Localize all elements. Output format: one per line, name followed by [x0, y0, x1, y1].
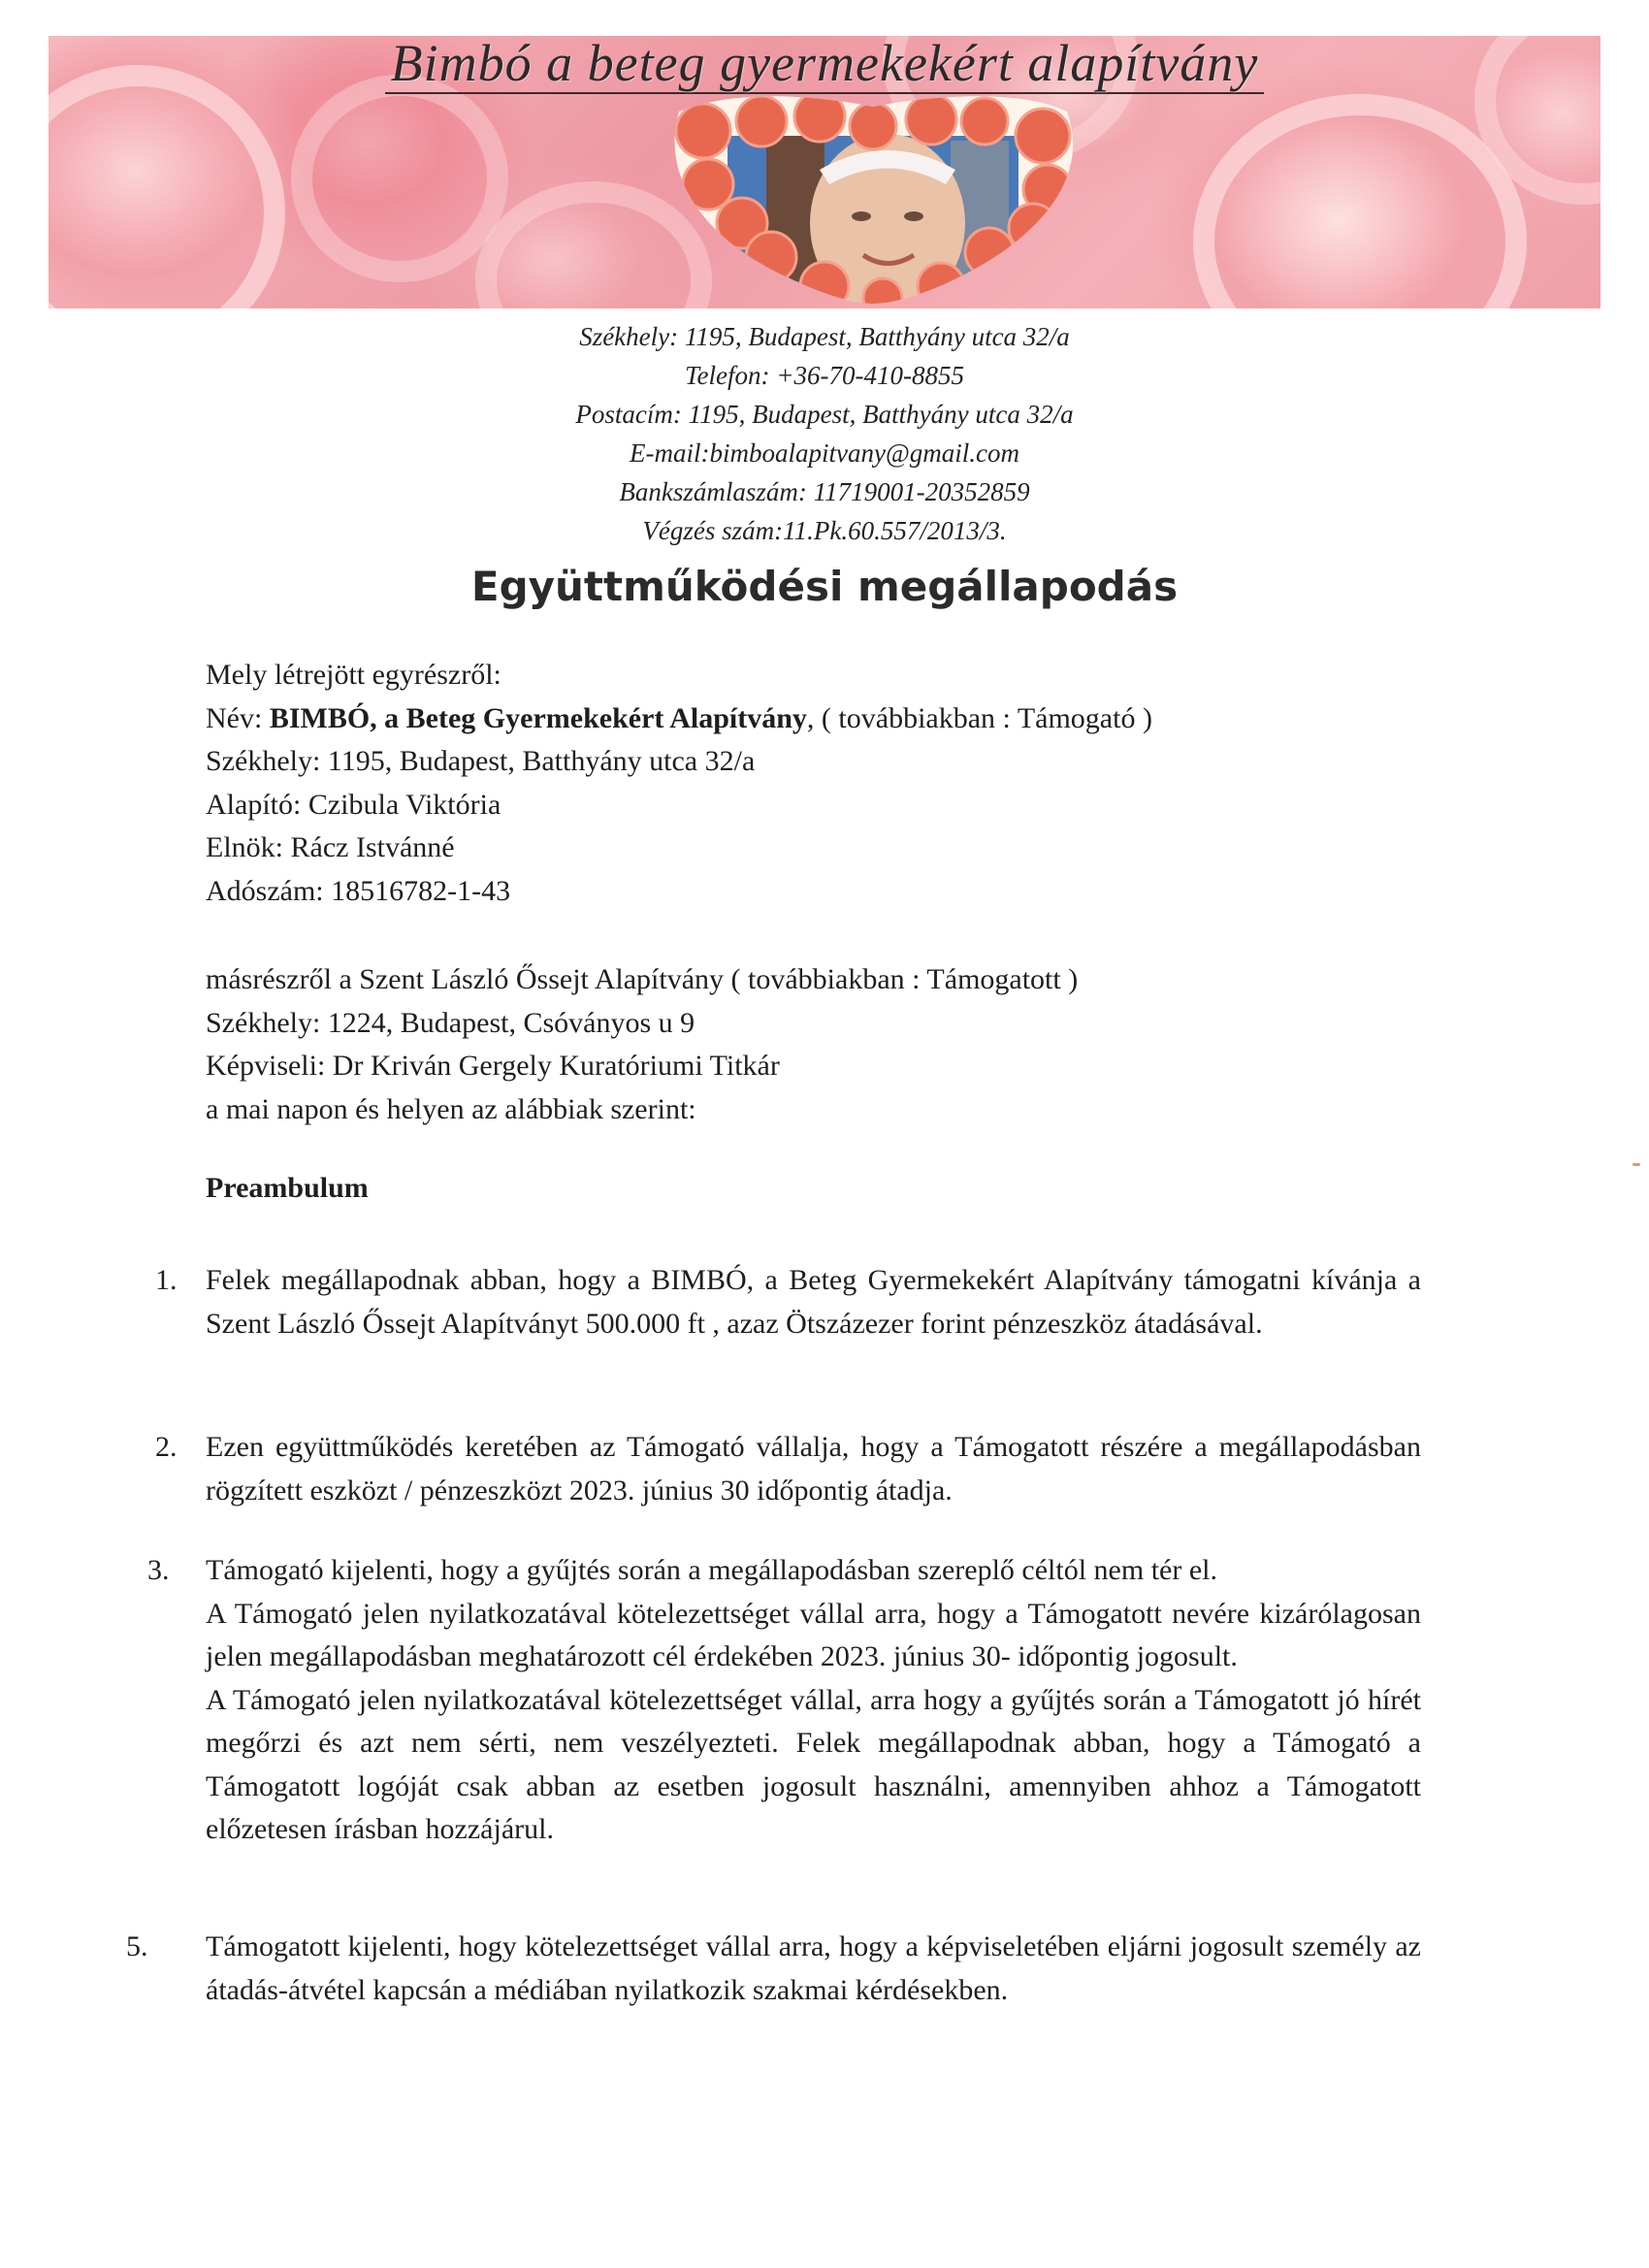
clause-number: 2. [155, 1431, 178, 1463]
clause-number: 3. [147, 1554, 170, 1586]
party1-name-line: Név: BIMBÓ, a Beteg Gyermekekért Alapítvány, ( továbbiakban : Támogató ) [206, 701, 1152, 734]
clause-text: Ezen együttműködés keretében az Támogató vállalja, hogy a Támogatott részére a megállapodásban rögzített eszközt / pénzeszközt 2023. június 30 időpontig átadja. [206, 1431, 1421, 1507]
clause-text: A Támogató jelen nyilatkozatával kötelezettséget vállal arra, hogy a Támogatott nevére kizárólagosan jelen megállapodásban meghatározott cél érdekében 2023. június 30- időpontig jogosult. [206, 1597, 1421, 1672]
party1-president: Elnök: Rácz Istvánné [206, 831, 455, 863]
rose-decoration [48, 65, 285, 308]
letterhead-phone: Telefon: +36-70-410-8855 [685, 361, 964, 390]
party2-intro: másrészről a Szent László Őssejt Alapítvány ( továbbiakban : Támogatott ) [206, 963, 1079, 995]
clause-1 [155, 1259, 1421, 1345]
clause-text: Támogató kijelenti, hogy a gyűjtés során a megállapodásban szereplő céltól nem tér el. [206, 1554, 1217, 1586]
party2-representative: Képviseli: Dr Kriván Gergely Kuratóriumi Titkár [206, 1050, 780, 1082]
rose-decoration [291, 75, 508, 282]
rose-decoration [1193, 94, 1527, 308]
clause-3 [147, 1549, 1421, 1852]
party1-tax-number: Adószám: 18516782-1-43 [206, 874, 511, 907]
letterhead-bank-account: Bankszámlaszám: 11719001-20352859 [619, 477, 1030, 506]
party1-founder: Alapító: Czibula Viktória [206, 788, 501, 821]
letterhead-contact [0, 317, 1649, 550]
party2-seat: Székhely: 1224, Budapest, Csóványos u 9 [206, 1006, 695, 1039]
clause-number: 1. [155, 1264, 178, 1296]
party1-name: BIMBÓ, a Beteg Gyermekekért Alapítvány [269, 701, 807, 734]
preamble-heading: Preambulum [206, 1172, 369, 1204]
banner-title: Bimbó a beteg gyermekekért alapítvány [48, 36, 1600, 90]
scan-artifact [1633, 1163, 1640, 1166]
clause-text: Felek megállapodnak abban, hogy a BIMBÓ, a Beteg Gyermekekért Alapítvány támogatni kívánja a Szent László Őssejt Alapítványt 500.000 ft , azaz Ötszázezer forint pénzeszköz átadásával. [206, 1264, 1421, 1340]
clause-number: 5. [126, 1930, 148, 1962]
letterhead-banner [48, 36, 1600, 308]
clause-2 [155, 1426, 1421, 1512]
party1-seat: Székhely: 1195, Budapest, Batthyány utca 32/a [206, 745, 756, 777]
letterhead-email: E-mail:bimboalapitvany@gmail.com [629, 438, 1020, 468]
party2-closing: a mai napon és helyen az alábbiak szerint: [206, 1092, 696, 1125]
document-title: Együttműködési megállapodás [470, 563, 1179, 610]
letterhead-registration: Végzés szám:11.Pk.60.557/2013/3. [642, 516, 1007, 545]
clause-text: A Támogató jelen nyilatkozatával kötelezettséget vállal, arra hogy a gyűjtés során a Támogatott jó hírét megőrzi és azt nem sérti, nem veszélyezteti. Felek megállapodnak abban, hogy a Támogató a Támogatott logóját csak abban az esetben jogosult használni, amennyiben ahhoz a Támogatott előzetesen írásban hozzájárul. [206, 1683, 1421, 1845]
party1-intro: Mely létrejött egyrészről: [206, 659, 501, 691]
letterhead-postal-address: Postacím: 1195, Budapest, Batthyány utca 32/a [575, 400, 1074, 429]
heart-photo-frame [650, 92, 1096, 304]
clause-text: Támogatott kijelenti, hogy kötelezettséget vállal arra, hogy a képviseletében eljárni jogosult személy az átadás-átvétel kapcsán a médiában nyilatkozik szakmai kérdésekben. [206, 1930, 1421, 2006]
clause-5 [126, 1926, 1421, 2012]
party-supporter [206, 654, 1152, 913]
letterhead-seat: Székhely: 1195, Budapest, Batthyány utca 32/a [579, 322, 1070, 351]
party-supported [206, 958, 1078, 1131]
